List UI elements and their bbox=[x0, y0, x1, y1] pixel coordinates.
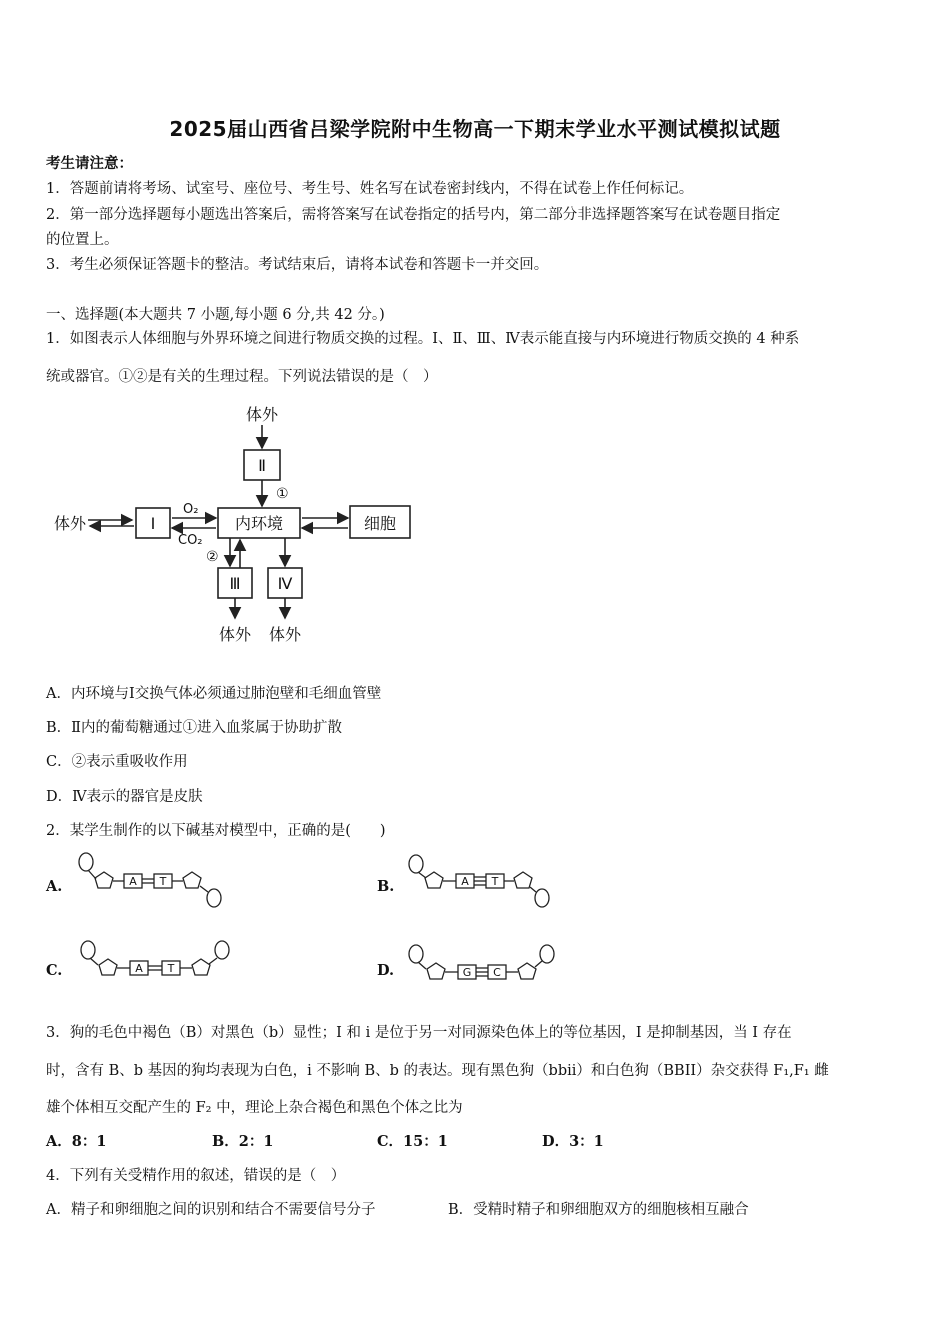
q2-model-c[interactable] bbox=[76, 938, 236, 988]
q3-option-d[interactable]: D．3：1 bbox=[542, 1133, 604, 1150]
q3-option-c[interactable]: C．15：1 bbox=[377, 1133, 448, 1150]
q2-b-left-base: A bbox=[461, 875, 469, 888]
q4-stem: 4．下列有关受精作用的叙述，错误的是（ ） bbox=[46, 1168, 346, 1184]
q2-a-left-base: A bbox=[129, 875, 137, 888]
q2-label-a[interactable]: A. bbox=[46, 878, 63, 895]
q2-label-c[interactable]: C. bbox=[46, 962, 63, 979]
notice-item-3: 3．考生必须保证答题卡的整洁。考试结束后，请将本试卷和答题卡一并交回。 bbox=[46, 257, 549, 273]
label-co2: CO₂ bbox=[178, 533, 203, 548]
label-process-2: ② bbox=[206, 549, 219, 565]
q2-d-left-base: G bbox=[462, 966, 472, 979]
q3-stem-line2: 时，含有 B、b 基因的狗均表现为白色，i 不影响 B、b 的表达。现有黑色狗（bbii）和白色狗（BBII）杂交获得 F₁,F₁ 雌 bbox=[46, 1063, 829, 1079]
label-outside-left: 体外 bbox=[54, 514, 87, 533]
q2-stem: 2．某学生制作的以下碱基对模型中，正确的是( ) bbox=[46, 823, 386, 839]
label-box-ii: Ⅱ bbox=[258, 456, 266, 475]
q3-stem-line1: 3．狗的毛色中褐色（B）对黑色（b）显性；I 和 i 是位于另一对同源染色体上的等位基因，I 是抑制基因，当 I 存在 bbox=[46, 1025, 792, 1041]
q1-option-a[interactable]: A．内环境与Ⅰ交换气体必须通过肺泡壁和毛细血管壁 bbox=[46, 686, 382, 702]
label-box-iv: Ⅳ bbox=[277, 574, 293, 593]
label-outside-iii: 体外 bbox=[218, 625, 252, 644]
q2-model-a[interactable] bbox=[76, 850, 226, 910]
q2-model-d[interactable] bbox=[406, 940, 566, 990]
q4-option-b[interactable]: B．受精时精子和卵细胞双方的细胞核相互融合 bbox=[448, 1202, 749, 1218]
q4-option-a[interactable]: A．精子和卵细胞之间的识别和结合不需要信号分子 bbox=[46, 1202, 376, 1218]
q2-model-b[interactable] bbox=[406, 852, 556, 912]
q2-c-left-base: A bbox=[135, 962, 143, 975]
q3-option-b[interactable]: B．2：1 bbox=[212, 1133, 274, 1150]
notice-heading: 考生请注意： bbox=[46, 155, 133, 172]
q2-label-b[interactable]: B. bbox=[377, 878, 395, 895]
q1-stem-line2: 统或器官。①②是有关的生理过程。下列说法错误的是（ ） bbox=[46, 369, 438, 385]
label-outside-iv: 体外 bbox=[268, 625, 302, 644]
q3-option-a[interactable]: A．8：1 bbox=[46, 1133, 107, 1150]
label-box-i: Ⅰ bbox=[150, 514, 156, 533]
q2-c-right-base: T bbox=[167, 962, 175, 975]
label-o2: O₂ bbox=[183, 502, 199, 517]
q1-option-d[interactable]: D．Ⅳ表示的器官是皮肤 bbox=[46, 789, 203, 805]
q3-stem-line3: 雄个体相互交配产生的 F₂ 中，理论上杂合褐色和黑色个体之比为 bbox=[46, 1100, 463, 1116]
q2-d-right-base: C bbox=[493, 966, 501, 979]
label-outside-top: 体外 bbox=[245, 405, 279, 424]
label-process-1: ① bbox=[276, 486, 289, 502]
notice-item-2: 2．第一部分选择题每小题选出答案后，需将答案写在试卷指定的括号内，第二部分非选择题答案写在试卷题目指定 bbox=[46, 207, 781, 223]
q1-stem-line1: 1．如图表示人体细胞与外界环境之间进行物质交换的过程。Ⅰ、Ⅱ、Ⅲ、Ⅳ表示能直接与内环境进行物质交换的 4 种系 bbox=[46, 331, 800, 347]
q2-a-right-base: T bbox=[159, 875, 167, 888]
q2-label-d[interactable]: D. bbox=[377, 962, 395, 979]
q2-b-right-base: T bbox=[491, 875, 499, 888]
page-title: 2025届山西省吕梁学院附中生物高一下期末学业水平测试模拟试题 bbox=[169, 117, 781, 141]
q1-option-c[interactable]: C．②表示重吸收作用 bbox=[46, 754, 188, 770]
notice-item-2-cont: 的位置上。 bbox=[46, 232, 119, 248]
notice-item-1: 1．答题前请将考场、试室号、座位号、考生号、姓名写在试卷密封线内，不得在试卷上作任何标记。 bbox=[46, 181, 694, 197]
q1-option-b[interactable]: B．Ⅱ内的葡萄糖通过①进入血浆属于协助扩散 bbox=[46, 720, 343, 736]
label-box-iii: Ⅲ bbox=[229, 574, 241, 593]
q1-exchange-diagram bbox=[50, 400, 430, 650]
label-cell: 细胞 bbox=[363, 514, 397, 533]
label-internal: 内环境 bbox=[234, 514, 284, 533]
section-heading: 一、选择题(本大题共 7 小题,每小题 6 分,共 42 分。) bbox=[46, 307, 385, 323]
